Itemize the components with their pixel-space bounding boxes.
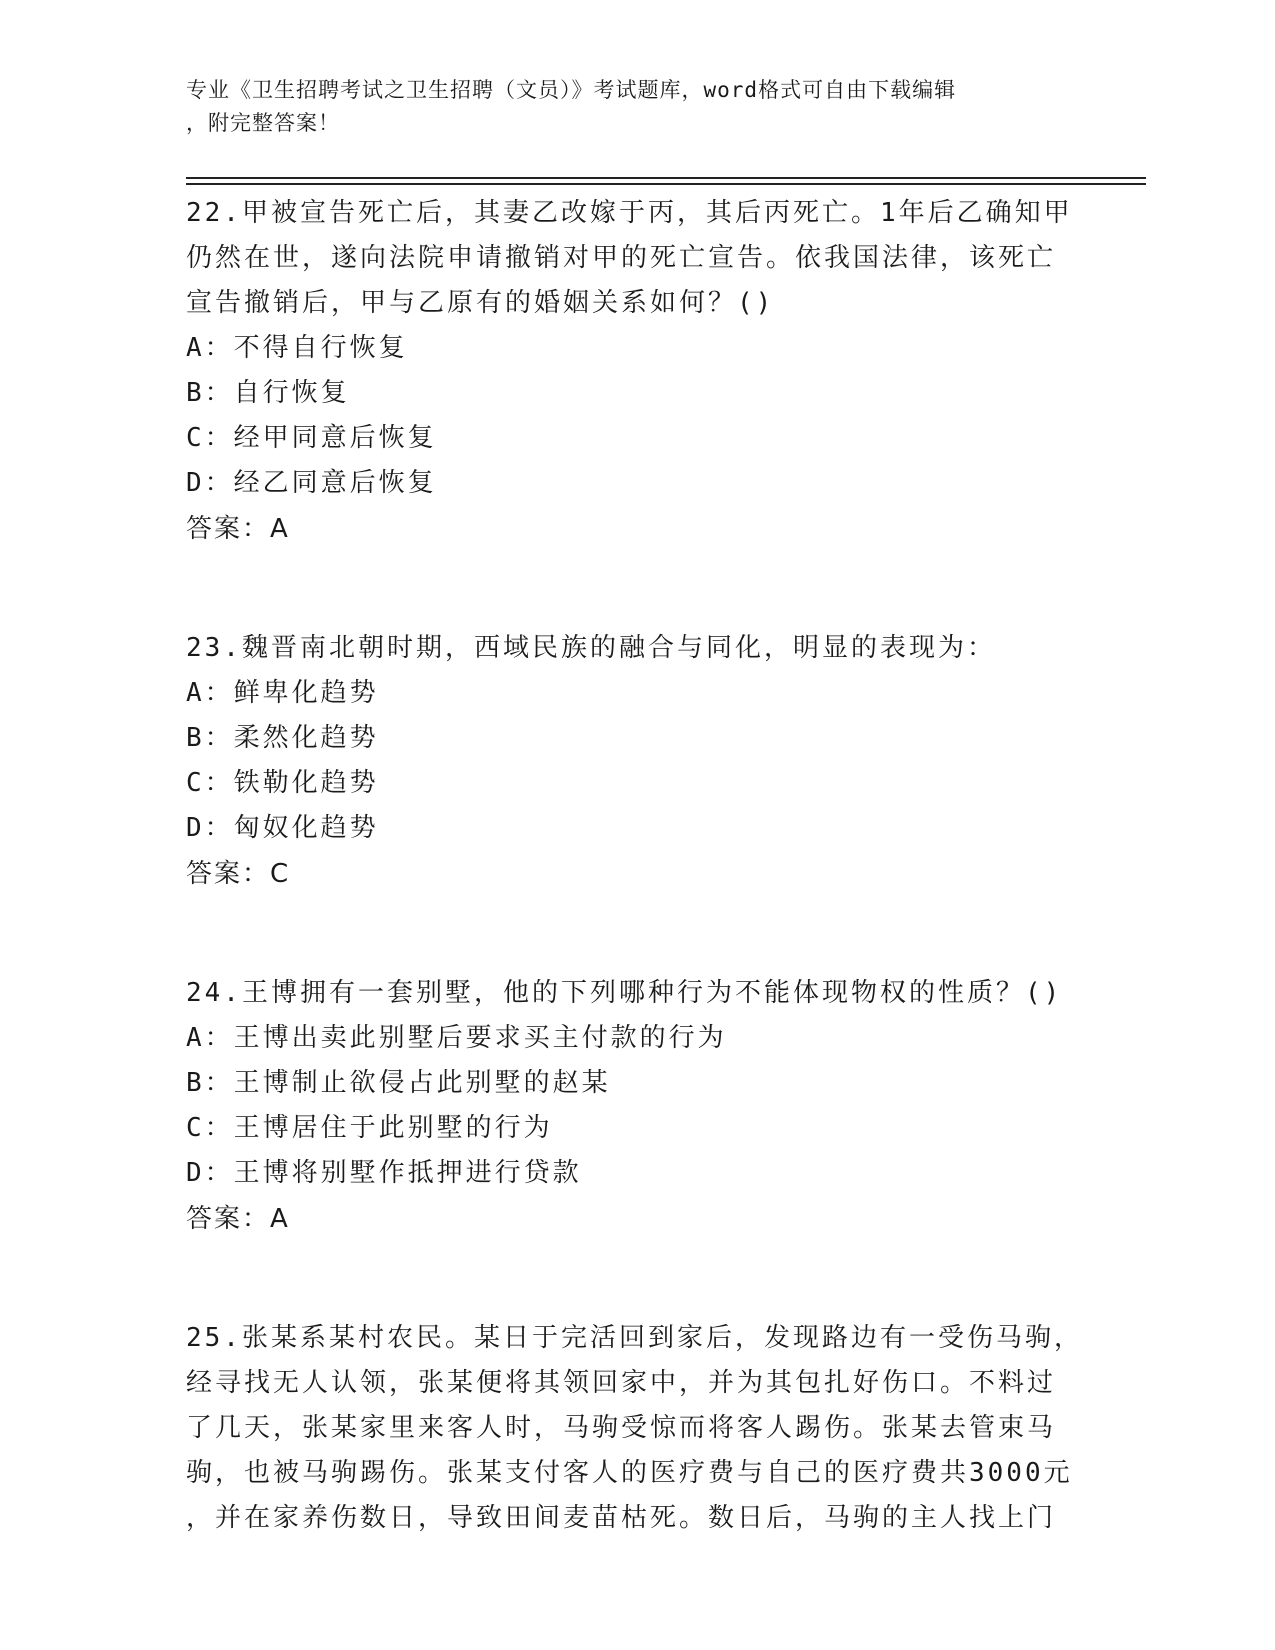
option-c: C：王博居住于此别墅的行为 xyxy=(186,1113,553,1143)
question-22 xyxy=(186,191,1086,552)
option-c: C：铁勒化趋势 xyxy=(186,768,379,798)
document-header xyxy=(186,74,1066,140)
question-25 xyxy=(186,1316,1086,1541)
option-c: C：经甲同意后恢复 xyxy=(186,423,437,453)
question-text: 24.王博拥有一套别墅，他的下列哪种行为不能体现物权的性质？() xyxy=(186,978,1063,1008)
question-text: 经寻找无人认领，张某便将其领回家中，并为其包扎好伤口。不料过 xyxy=(186,1368,1057,1398)
question-text: 22.甲被宣告死亡后，其妻乙改嫁于丙，其后丙死亡。1年后乙确知甲 xyxy=(186,198,1073,228)
question-text: 宣告撤销后，甲与乙原有的婚姻关系如何？() xyxy=(186,288,775,318)
answer: 答案：C xyxy=(186,859,291,889)
option-d: D：匈奴化趋势 xyxy=(186,813,379,843)
option-a: A：王博出卖此别墅后要求买主付款的行为 xyxy=(186,1023,727,1053)
option-a: A：鲜卑化趋势 xyxy=(186,678,379,708)
question-text: 仍然在世，遂向法院申请撤销对甲的死亡宣告。依我国法律，该死亡 xyxy=(186,243,1057,273)
option-b: B：自行恢复 xyxy=(186,378,350,408)
header-rule-bottom xyxy=(186,183,1146,185)
question-text: 25.张某系某村农民。某日于完活回到家后，发现路边有一受伤马驹， xyxy=(186,1323,1083,1353)
answer: 答案：A xyxy=(186,1204,290,1234)
header-rule-top xyxy=(186,177,1146,179)
question-text: ，并在家养伤数日，导致田间麦苗枯死。数日后，马驹的主人找上门 xyxy=(186,1503,1057,1533)
header-line-2: ，附完整答案！ xyxy=(186,111,340,135)
option-d: D：经乙同意后恢复 xyxy=(186,468,437,498)
option-b: B：柔然化趋势 xyxy=(186,723,379,753)
question-text: 驹，也被马驹踢伤。张某支付客人的医疗费与自己的医疗费共3000元 xyxy=(186,1458,1073,1488)
question-text: 了几天，张某家里来客人时，马驹受惊而将客人踢伤。张某去管束马 xyxy=(186,1413,1057,1443)
question-list xyxy=(186,191,1086,1541)
header-line-1: 专业《卫生招聘考试之卫生招聘（文员）》考试题库，word格式可自由下载编辑 xyxy=(186,78,957,102)
option-d: D：王博将别墅作抵押进行贷款 xyxy=(186,1158,582,1188)
question-24 xyxy=(186,971,1086,1242)
option-b: B：王博制止欲侵占此别墅的赵某 xyxy=(186,1068,611,1098)
option-a: A：不得自行恢复 xyxy=(186,333,408,363)
question-23 xyxy=(186,626,1086,897)
question-text: 23.魏晋南北朝时期，西域民族的融合与同化，明显的表现为： xyxy=(186,633,996,663)
answer: 答案：A xyxy=(186,514,290,544)
